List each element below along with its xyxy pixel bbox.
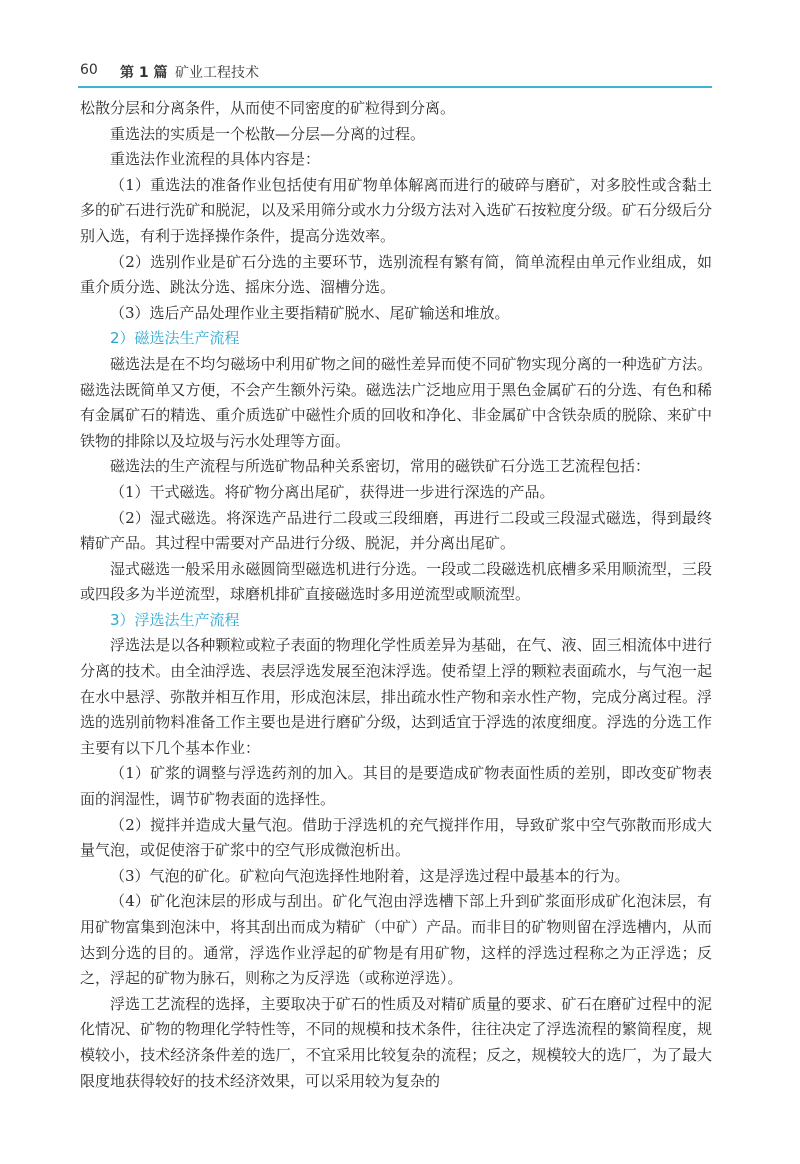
paragraph: （2）选别作业是矿石分选的主要环节，选别流程有繁有简，简单流程由单元作业组成，如重介质分选、跳汰分选、摇床分选、溜槽分选。 [80, 252, 712, 297]
paragraph: （2）搅拌并造成大量气泡。借助于浮选机的充气搅拌作用，导致矿浆中空气弥散而形成大量气泡，或促使溶于矿浆中的空气形成微泡析出。 [80, 815, 712, 860]
paragraph: （3）选后产品处理作业主要指精矿脱水、尾矿输送和堆放。 [110, 303, 510, 322]
paragraph: （4）矿化泡沫层的形成与刮出。矿化气泡由浮选槽下部上升到矿浆面形成矿化泡沫层，有用矿物富集到泡沫中，将其刮出而成为精矿（中矿）产品。而非目的矿物则留在浮选槽内，从而达到分选的目的。通常，浮选作业浮起的矿物是有用矿物，这样的浮选过程称之为正浮选；反之，浮起的矿物为脉石，则称之为反浮选（或称逆浮选）。 [80, 892, 712, 988]
paragraph: 重选法的实质是一个松散—分层—分离的过程。 [110, 124, 426, 143]
paragraph: （1）重选法的准备作业包括使有用矿物单体解离而进行的破碎与磨矿，对多胶性或含黏土多的矿石进行洗矿和脱泥，以及采用筛分或水力分级方法对入选矿石按粒度分级。矿石分级后分别入选，有利于选择操作条件，提高分选效率。 [80, 175, 712, 245]
paragraph: 松散分层和分离条件，从而使不同密度的矿粒得到分离。 [80, 99, 456, 117]
body-text [80, 96, 712, 1094]
paragraph: （3）气泡的矿化。矿粒向气泡选择性地附着，这是浮选过程中最基本的行为。 [110, 866, 630, 885]
part-label: 第 1 篇 [120, 65, 168, 81]
paragraph: 重选法作业流程的具体内容是： [110, 150, 321, 169]
running-header [80, 62, 712, 84]
paragraph: 湿式磁选一般采用永磁圆筒型磁选机进行分选。一段或二段磁选机底槽多采用顺流型，三段或四段多为半逆流型，球磨机排矿直接磁选时多用逆流型或顺流型。 [80, 559, 712, 604]
paragraph: （1）矿浆的调整与浮选药剂的加入。其目的是要造成矿物表面性质的差别，即改变矿物表面的润湿性，调节矿物表面的选择性。 [80, 764, 712, 809]
paragraph: 浮选工艺流程的选择，主要取决于矿石的性质及对精矿质量的要求、矿石在磨矿过程中的泥化情况、矿物的物理化学特性等，不同的规模和技术条件，往往决定了浮选流程的繁简程度，规模较小，技术经济条件差的选厂，不宜采用比较复杂的流程；反之，规模较大的选厂，为了最大限度地获得较好的技术经济效果，可以采用较为复杂的 [80, 994, 712, 1090]
paragraph: （2）湿式磁选。将深选产品进行二段或三段细磨，再进行二段或三段湿式磁选，得到最终精矿产品。其过程中需要对产品进行分级、脱泥，并分离出尾矿。 [80, 508, 712, 553]
section-heading-flotation: 3）浮选法生产流程 [110, 610, 240, 629]
page-number: 60 [80, 62, 98, 78]
header-rule [78, 86, 712, 88]
section-heading-magnetic: 2）磁选法生产流程 [110, 329, 240, 348]
paragraph: 磁选法是在不均匀磁场中利用矿物之间的磁性差异而使不同矿物实现分离的一种选矿方法。磁选法既简单又方便，不会产生额外污染。磁选法广泛地应用于黑色金属矿石的分选、有色和稀有金属矿石的精选、重介质选矿中磁性介质的回收和净化、非金属矿中含铁杂质的脱除、来矿中铁物的排除以及垃圾与污水处理等方面。 [80, 354, 712, 450]
paragraph: 浮选法是以各种颗粒或粒子表面的物理化学性质差异为基础，在气、液、固三相流体中进行分离的技术。由全油浮选、表层浮选发展至泡沫浮选。使希望上浮的颗粒表面疏水，与气泡一起在水中悬浮、弥散并相互作用，形成泡沫层，排出疏水性产物和亲水性产物，完成分离过程。浮选的选别前物料准备工作主要也是进行磨矿分级，达到适宜于浮选的浓度细度。浮选的分选工作主要有以下几个基本作业： [80, 636, 712, 757]
paragraph: （1）干式磁选。将矿物分离出尾矿，获得进一步进行深选的产品。 [110, 482, 555, 501]
part-title: 矿业工程技术 [175, 65, 259, 81]
paragraph: 磁选法的生产流程与所选矿物品种关系密切，常用的磁铁矿石分选工艺流程包括： [110, 457, 651, 476]
